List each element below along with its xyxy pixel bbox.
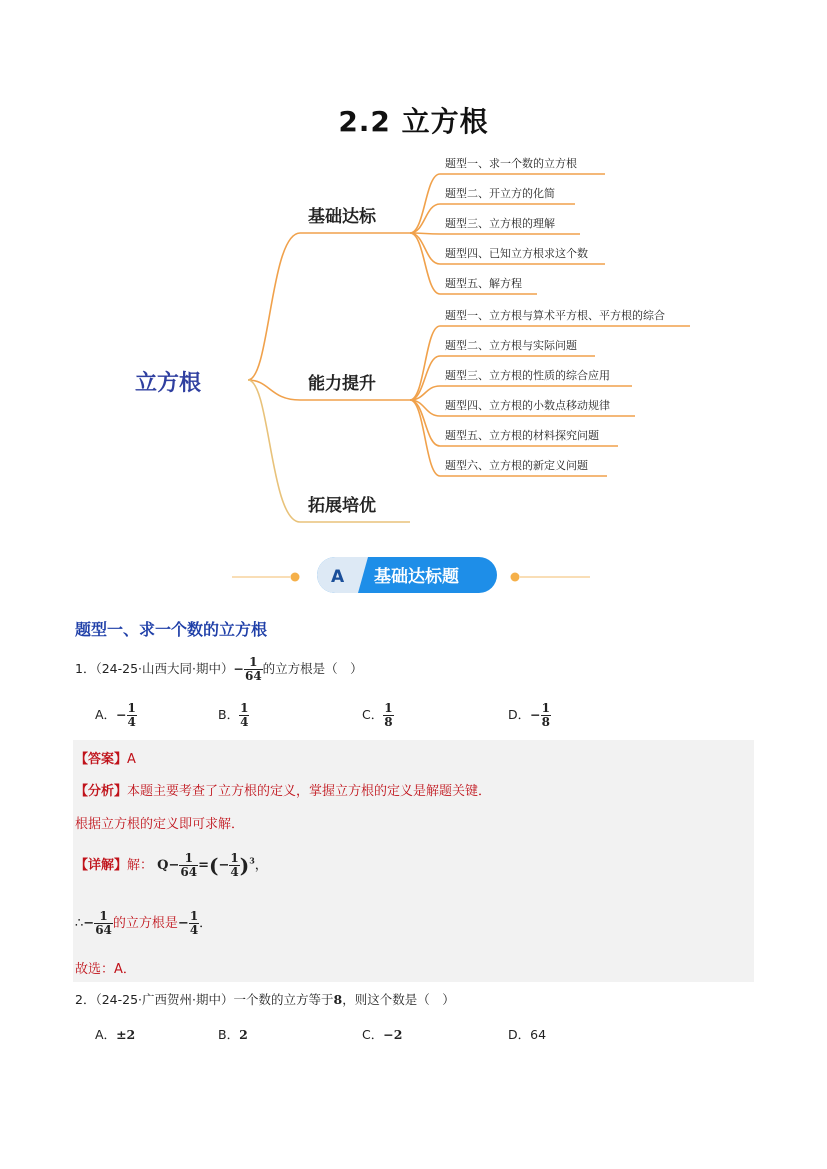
branch-label-1: 基础达标 (308, 207, 376, 227)
option-c[interactable]: C． $\frac{1}{8}$ (362, 701, 393, 729)
fraction: $\frac{1}{64}$ (244, 655, 262, 683)
detail-line: 【详解】解： Q− $\frac{1}{64}$ =(− $\frac{1}{4}$ )$^3$， (75, 851, 268, 879)
leaf-2-4: 题型四、立方根的小数点移动规律 (445, 399, 610, 412)
q2-option-d[interactable]: D．64 (508, 1027, 547, 1042)
leaf-1-3: 题型三、立方根的理解 (445, 217, 555, 230)
q2-option-a[interactable]: A．±2 (95, 1027, 136, 1042)
option-a[interactable]: A．− $\frac{1}{4}$ (95, 701, 136, 729)
leaf-1-2: 题型二、开立方的化简 (445, 187, 555, 200)
section-banner (232, 557, 590, 593)
leaf-1-5: 题型五、解方程 (445, 277, 522, 290)
page-title: 2.2 立方根 (338, 105, 489, 138)
analysis-line: 【分析】本题主要考查了立方根的定义，掌握立方根的定义是解题关键． (75, 784, 492, 799)
mindmap-root: 立方根 (135, 371, 202, 396)
branch-label-2: 能力提升 (308, 374, 376, 394)
analysis-line-2: 根据立方根的定义即可求解． (75, 817, 245, 832)
leaf-2-6: 题型六、立方根的新定义问题 (445, 459, 588, 472)
leaf-1-1: 题型一、求一个数的立方根 (445, 157, 577, 170)
banner-letter: A (331, 567, 345, 587)
leaf-2-5: 题型五、立方根的材料探究问题 (445, 429, 599, 442)
question-2-stem: 2．（24-25·广西贺州·期中）一个数的立方等于8，则这个数是（ ） (75, 992, 455, 1007)
q2-option-b[interactable]: B．2 (218, 1027, 248, 1042)
banner-text: 基础达标题 (374, 567, 459, 587)
section-title: 题型一、求一个数的立方根 (75, 620, 268, 639)
leaf-2-1: 题型一、立方根与算术平方根、平方根的综合 (445, 309, 665, 322)
leaf-1-4: 题型四、已知立方根求这个数 (445, 247, 588, 260)
question-1-stem: 1．（24-25·山西大同·期中）− $\frac{1}{64}$ 的立方根是（ ） (75, 655, 363, 683)
leaf-2-2: 题型二、立方根与实际问题 (445, 339, 577, 352)
q2-option-c[interactable]: C．−2 (362, 1027, 403, 1042)
branch-connector-1 (248, 233, 410, 380)
leaf-2-3: 题型三、立方根的性质的综合应用 (445, 369, 610, 382)
option-b[interactable]: B． $\frac{1}{4}$ (218, 701, 249, 729)
answer-line: 【答案】A (75, 752, 136, 767)
option-d[interactable]: D．− $\frac{1}{8}$ (508, 701, 550, 729)
branch-label-3: 拓展培优 (308, 496, 376, 516)
final-answer: 故选：A． (75, 962, 136, 977)
conclusion-line: ∴− $\frac{1}{64}$ 的立方根是− $\frac{1}{4}$ ． (75, 909, 213, 937)
